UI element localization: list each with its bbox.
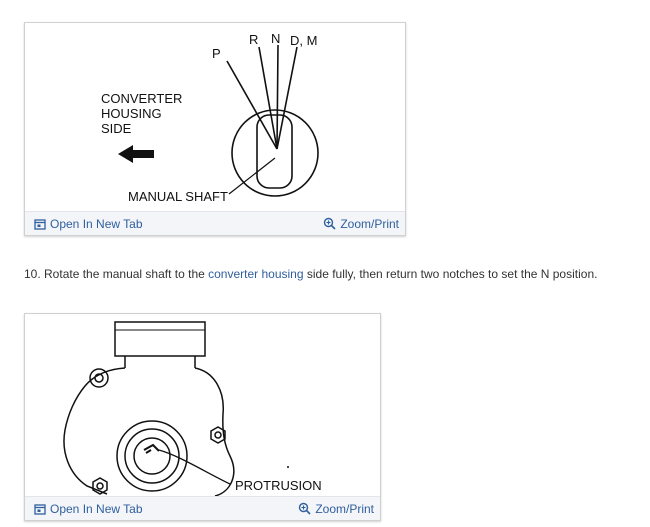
pointer-line-n [277, 45, 278, 149]
step-text-prefix: 10. Rotate the manual shaft to the [24, 267, 209, 281]
open-in-new-tab-icon [34, 503, 46, 515]
shaft-inner-ring [134, 438, 170, 474]
label-protrusion: PROTRUSION [235, 478, 322, 493]
zoom-icon [298, 502, 311, 515]
step-10-instruction [24, 266, 624, 282]
figure-manual-shaft-positions [24, 22, 406, 236]
figure-toolbar [25, 496, 380, 520]
zoom-icon [323, 217, 336, 230]
hex-bolt-right [211, 427, 225, 443]
open-in-new-tab-icon [34, 218, 46, 230]
shaft-middle-ring [125, 429, 179, 483]
zoom-print-label: Zoom/Print [340, 216, 399, 231]
shaft-outer-ring [117, 421, 187, 491]
shaft-slot [257, 115, 292, 188]
pointer-line-d [277, 47, 297, 149]
open-in-new-tab-button[interactable] [34, 217, 143, 231]
label-dm: D, M [290, 33, 318, 48]
label-converter-line3: SIDE [101, 121, 132, 136]
zoom-print-button[interactable] [323, 217, 399, 231]
arrow-left-icon [118, 145, 154, 163]
figure-protrusion [24, 313, 381, 521]
label-converter-line1: CONVERTER [101, 91, 183, 106]
open-in-new-tab-label: Open In New Tab [50, 216, 143, 231]
converter-housing-link[interactable]: converter housing [208, 267, 304, 281]
label-r: R [249, 32, 259, 47]
shaft-outer-circle [232, 110, 318, 196]
open-in-new-tab-label: Open In New Tab [50, 501, 143, 516]
label-manual-shaft: MANUAL SHAFT [128, 189, 228, 204]
protrusion-diagram [25, 314, 380, 496]
top-boss [115, 322, 205, 356]
protrusion-mark [144, 445, 159, 451]
step-text-suffix: side fully, then return two notches to set the N position. [303, 267, 598, 281]
zoom-print-button[interactable] [298, 502, 374, 516]
zoom-print-label: Zoom/Print [315, 501, 374, 516]
label-p: P [212, 46, 221, 61]
figure-toolbar [25, 211, 405, 235]
shaft-position-diagram [25, 23, 405, 211]
label-converter-line2: HOUSING [101, 106, 162, 121]
label-n: N [271, 31, 281, 46]
open-in-new-tab-button[interactable] [34, 502, 143, 516]
housing-outline [64, 368, 234, 496]
